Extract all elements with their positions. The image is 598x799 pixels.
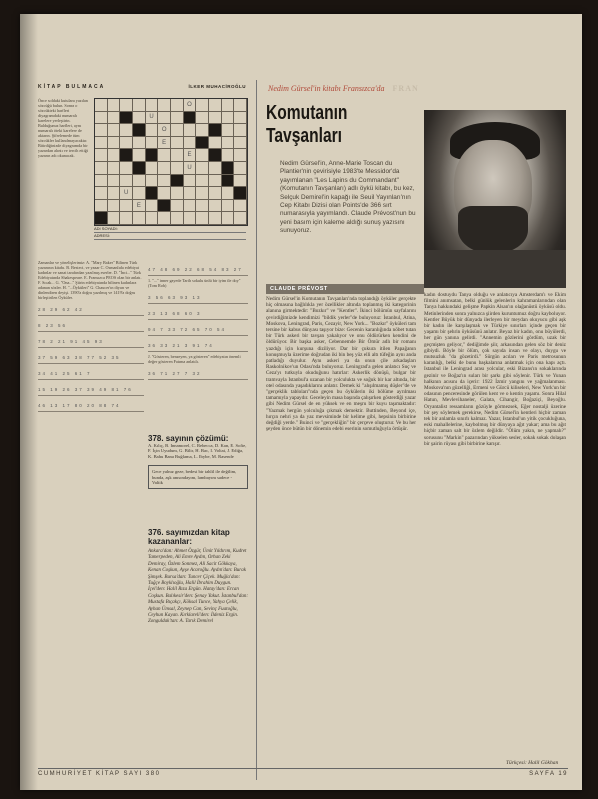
number-row: 47 48 69 22 68 54 83 27 [148,267,248,276]
grid-cell[interactable] [133,187,146,200]
grid-cell[interactable] [95,175,108,188]
article-kicker [268,84,568,93]
grid-cell[interactable] [133,137,146,150]
grid-cell[interactable] [222,212,235,225]
grid-cell[interactable]: U [146,112,159,125]
grid-cell[interactable] [146,212,159,225]
grid-cell[interactable] [120,175,133,188]
grid-cell[interactable]: O [158,124,171,137]
grid-cell[interactable] [108,149,121,162]
grid-black-cell [158,200,171,213]
headline-line-1: Komutanın [266,102,348,124]
number-row: 23 13 68 60 3 [148,311,248,320]
grid-cell[interactable] [184,187,197,200]
headline-line-2: Tavşanları [266,125,343,147]
grid-cell[interactable] [158,112,171,125]
grid-cell[interactable] [222,149,235,162]
grid-cell[interactable] [133,99,146,112]
grid-cell[interactable] [158,187,171,200]
grid-cell[interactable] [108,112,121,125]
grid-cell[interactable]: U [120,187,133,200]
grid-black-cell [146,149,159,162]
number-row: 94 7 33 72 65 70 54 [148,327,248,336]
grid-cell[interactable] [196,99,209,112]
puzzle-header [38,84,248,94]
clue-text: 1. "..." inner gayede Tarih sokulu ünlü bir iyim ile doy" (Tom Rob) [148,278,241,288]
translator-credit: Türkçesi: Halil Gökhan [506,760,559,766]
grid-cell[interactable] [209,187,222,200]
number-row: 34 41 25 61 7 [38,371,144,380]
grid-cell[interactable] [209,99,222,112]
grid-cell[interactable] [196,112,209,125]
grid-cell[interactable] [171,112,184,125]
kicker-text: Nedim Gürsel'in kitabı Fransızca'da [268,84,385,93]
grid-cell[interactable] [196,124,209,137]
article-column-2: kadın dostuydu Tanya olduğu ve anlatıcıya Amsterdam'ı ve Ekim filmini anımsatan, belki günlük gelenlerin kahramanlarından olan Tanya hakkındaki gelişme Papkin Alsan'ın olağanüstü öyküsü oldu. Metinlerinden sonra yalnızca şiirden kuruntumuz doğru kayboluyor. Kentler Büyük bir dünyada ilerleyen bir meydan okuyucu gibi aşk bir kadın ile karşılaşmak ve Türkiye sınırları içinde geçen bir yaşamı bir şehrin öyküsünü anlatır. Beyaz bir kadın, onu büyülerdi, her gün yanına gelirdi. "Annemin gözlerini gördüm, uzak bir geçmişten geliyor," dediğimde şiir, arkasından gelen söz bir deniz gibiydi. Böyle bir ölüm, çok sayıda insan ve olayı, duygu ve mutsuzluk "da gözetirdi." Sürgün acıları ve Paris metrosunun karanlığı, belki de bunu başkalarına anlatmak için ona kapı açtı. Istanbul ile Leningrad arası yolcular, eski Bizans'ın sokaklarında gezinir ve Boğaz'ın suları bir şarkı gibi söylenir. Türk ve Yunan halkının acısını da içerir: 1922 İzmir yangını ve yağmalanması. Moskova'nın güzelliği, Ermeni ve Gürcü kiliseleri, New York'un bir odasının penceresinde görülen kent ve o kentin yaşamı. Sonra Hilal Hatun, Mevlevihaneler, Galata, Cihangir, Boğaziçi, Beyoğlu. Oryantalist ressamların gözüyle görmezsek, Eğer nostalji üzerine bir şey söylemek gerekirse, Nedim Gürsel'in kentleri hiçbir zaman tek bir anlamla sınırlı kalmaz. Yazar, Istanbul'un yitik çocukluğuna, eski mahallelerine, kaybolmuş bir dünyaya ağıt yakar; ama bu ağıt hiçbir zaman salt bir özlem değildir. "Ölüm yakın, ne yapmalı?" sorusunu "Markin" pazarından yükselen sesler, sokak sokak dolaşan bir şairin rüyası gibi birbirine karışır. [424,292,566,447]
kicker-ghost-text: FRAN [392,84,419,93]
grid-cell[interactable] [196,200,209,213]
article-byline: CLAUDE PRÉVOST [266,284,424,294]
grid-cell[interactable] [209,200,222,213]
grid-cell[interactable] [146,175,159,188]
grid-cell[interactable] [120,137,133,150]
winners-box [148,528,248,626]
number-row: 78 2 21 91 45 93 [38,339,144,348]
grid-black-cell [171,175,184,188]
grid-cell[interactable] [196,212,209,225]
grid-cell[interactable] [234,99,247,112]
solution-quote: Gece yalnız geze, bedesi bir tahlil ile değilim, bunda, aşk anısındayım, lambayım sadece - Valiik [148,465,248,489]
grid-cell[interactable] [184,124,197,137]
page-shadow [20,14,38,790]
grid-cell[interactable] [120,212,133,225]
grid-cell[interactable] [209,212,222,225]
grid-cell[interactable] [108,175,121,188]
grid-cell[interactable] [120,200,133,213]
grid-cell[interactable] [171,162,184,175]
grid-cell[interactable] [95,187,108,200]
grid-cell[interactable] [234,175,247,188]
grid-cell[interactable] [171,124,184,137]
grid-cell[interactable] [209,175,222,188]
column-divider [256,80,257,780]
grid-cell[interactable] [234,112,247,125]
number-row: 36 71 27 7 32 [148,371,248,380]
grid-black-cell [209,124,222,137]
grid-cell[interactable] [234,149,247,162]
grid-cell[interactable] [196,175,209,188]
grid-cell[interactable] [209,162,222,175]
grid-cell[interactable] [171,200,184,213]
address-field: ADRESİ: [94,233,246,240]
solution-title: 378. sayının çözümü: [148,434,229,443]
puzzle-clue-list-mid [148,260,248,440]
grid-cell[interactable] [95,112,108,125]
newspaper-page [20,14,582,790]
grid-cell[interactable] [133,212,146,225]
grid-cell[interactable]: E [133,200,146,213]
grid-cell[interactable] [222,112,235,125]
puzzle-clue-list [38,260,144,730]
page-footer [38,768,568,777]
grid-black-cell [222,162,235,175]
grid-cell[interactable] [95,99,108,112]
author-photo [424,110,566,288]
grid-cell[interactable] [234,124,247,137]
grid-cell[interactable] [108,212,121,225]
winners-title: 376. sayımızdan kitap kazananlar: [148,528,230,546]
grid-cell[interactable] [196,149,209,162]
grid-cell[interactable] [158,149,171,162]
crossword-grid [94,98,248,226]
grid-cell[interactable] [108,99,121,112]
grid-cell[interactable] [171,212,184,225]
grid-cell[interactable] [158,175,171,188]
grid-cell[interactable] [158,99,171,112]
grid-cell[interactable] [133,149,146,162]
number-row: 15 19 26 37 39 49 81 76 [38,387,144,396]
grid-cell[interactable] [196,162,209,175]
grid-cell[interactable] [146,124,159,137]
grid-cell[interactable] [120,162,133,175]
solution-box [148,434,248,489]
grid-cell[interactable]: E [184,149,197,162]
grid-cell[interactable] [234,212,247,225]
grid-cell[interactable] [222,200,235,213]
puzzle-author: İLKER MUHACİROĞLU [188,84,246,89]
grid-cell[interactable] [196,187,209,200]
grid-cell[interactable] [171,149,184,162]
grid-cell[interactable] [95,124,108,137]
number-row: 28 29 62 42 [38,307,144,316]
grid-cell[interactable] [234,137,247,150]
grid-black-cell [196,137,209,150]
solution-text: A. Kılıç, B. Innamorel, C. Rebecca, D. Kan, E. Sofie, F. İçin Uyudum, G. Bilir, H. Bac, I. Voltai, J. Ediğa, K. Bahu Bana Buğlama, L. Ibybe, M. Rasende [148,443,247,459]
grid-cell[interactable] [222,187,235,200]
clue-text: Zamanlar ve yönelişlerimiz: A. "Mary Baker" Bilinen Türk yazarının kitabı. B. Besteci, ve yazar C. Osmanlıda edebiyat kadınlar ve sanat tarafından yazılmış eserler. D. "İnci..." Türk Edebiyatında Shakespeare. E. Fransızca PEOS olan bir anlatı. F. Sıcak... G. "Ona..." Şiirin edebiyatında bilinen kadınlara adanan sözler. H. "...Öyküleri" G. Chaucer'ın diyarı ve dinlendiren deyişi. 1390'a doğru yazılmış ve 1419'a doğru birleştirilen Öyküler. [38,260,142,300]
grid-black-cell [133,124,146,137]
photo-beard [458,206,528,254]
grid-black-cell [234,187,247,200]
grid-cell[interactable] [146,137,159,150]
footer-publication: CUMHURİYET KİTAP SAYI 380 [38,771,161,777]
grid-cell[interactable] [108,200,121,213]
grid-cell[interactable] [171,187,184,200]
number-row: 37 59 63 38 77 52 35 [38,355,144,364]
grid-cell[interactable] [184,212,197,225]
grid-cell[interactable] [222,124,235,137]
number-row: 36 33 21 3 91 74 [148,343,248,352]
grid-cell[interactable] [146,99,159,112]
grid-cell[interactable] [158,212,171,225]
grid-cell[interactable] [95,200,108,213]
grid-cell[interactable] [133,175,146,188]
name-field: ADI SOYADI: [94,226,246,233]
grid-black-cell [133,162,146,175]
number-row: 8 23 56 [38,323,144,332]
grid-cell[interactable] [146,162,159,175]
grid-cell[interactable]: U [184,162,197,175]
entry-form [94,226,246,240]
article-lede: Nedim Gürsel'in, Anne-Marie Toscan du Plantier'nin çevirisiyle 1983'te Messidor'da yayımlanan "Les Lapins du Commandant" (Komutanın Tavşanları) adlı öykü kitabı, bu kez, Selçuk Demirel'in kapağı ile Seuil Yayınları'nın Cep Kitabı Dizisi olan Points'de 366 sırt numarasıyla yayımlandı. Claude Prévost'nun bu yeni basım için kaleme aldığı sunuş yazısını sunuyoruz. [280,160,416,235]
grid-cell[interactable] [184,137,197,150]
footer-page-number: SAYFA 19 [529,771,568,777]
grid-cell[interactable] [146,200,159,213]
grid-cell[interactable] [108,124,121,137]
grid-cell[interactable] [209,137,222,150]
grid-cell[interactable]: O [184,99,197,112]
grid-cell[interactable] [108,137,121,150]
grid-cell[interactable] [108,187,121,200]
grid-cell[interactable] [108,162,121,175]
grid-black-cell [146,187,159,200]
grid-cell[interactable] [209,112,222,125]
grid-cell[interactable] [133,112,146,125]
clue-text: J. "Gösteren, benzeyen, ya gösteren" edebiyatın önemli değer gösteren Fatıma anlatılı. [148,354,241,364]
puzzle-instructions: Önce soldaki kutulara yazılan sözcüğü bulun. Sonra o sözcükteki harfleri diyagramdaki numaralı karelere yerleştirin. Bulduğunuz harfleri, aynı numaralı öteki karelere de aktarın. Şifrelemede tüm sözcükler kullanılmayacaktır. Bitirdiğinizde diyagramda bir yazardan alıntı ve tercih ettiği yazarın adı okunacak. [38,98,88,158]
number-row: 3 56 63 93 13 [148,295,248,304]
photo-shirt [424,250,566,288]
grid-cell[interactable] [222,137,235,150]
grid-cell[interactable] [222,99,235,112]
grid-black-cell [209,149,222,162]
grid-cell[interactable] [95,162,108,175]
grid-cell[interactable]: E [158,137,171,150]
grid-black-cell [120,112,133,125]
article-headline [266,102,383,148]
grid-cell[interactable] [158,162,171,175]
grid-black-cell [184,112,197,125]
grid-cell[interactable] [184,175,197,188]
grid-cell[interactable] [184,200,197,213]
grid-cell[interactable] [95,137,108,150]
number-row: 46 13 17 80 20 88 74 [38,403,144,412]
grid-black-cell [222,175,235,188]
grid-cell[interactable] [171,99,184,112]
article-column-1: Nedim Gürsel'in Komutanın Tavşanları'nda toplandığı öyküler gerçekte hiç olmasına bağlılıkla yer özellikler altında toplanmış iki kategorinin alanına girmektedir: "Bozkır" ve "Kentler". İkinci bölümün sayfalarını çevirdiğimizde kendimizi "bildik yerler"de buluyoruz: İstanbul, Atina, Moskova, Leningrad, Paris, Cezayir, New York... "Bozkır" öyküleri tam tersine bir kabus dünyası taşıyor bize: Gecenin karanlığında nöbet tutan bir Türk askeri bir tavşan yakalıyor ve onu öldürürken kendini de öldürüyor. Bir başka asker, Cebennemde Bir Ömür adlı bir romanı yazdığı için kurşuna diziliyor. Dar bir çukura itilen Papağanın konuşmuyla üzerime doğrudan iki bin beş yüz elli altı tüfeğin aynı anda patladığı duyulur. Aynı askeri ya da onun çile arkadaşları Raskolnikov'un Odası'nda buluyoruz. Leningrad'a gelen anlatıcı Suç ve Ceza'yı tutkuyla okuduğunu hatırlar: Askerlik dönüşü, bulgar bir tramvayla Istanbul'a uzanan bir yolculukta ve soğuk bir kar altında, bir otel odasında yaşadıklarını anlatır. Demek ki "alışılmamış düşler"de ve "gerçeklik tabloları"nda geçen bu öykülerin iki bölüme ayrılması tamamıyla yapaydır. Geceleyin masa başında çalışırken gösterdiği yazar gibi Nedim Gürsel de en yüksek ve en meşru bir kuyu taşımaktadır: "Yazmak hergün yolculuğa çıkmak demektir. Buttinden, Beyond içe, hırçın nehri ya da yaz mevsiminde bir kelime gibi, hepsinin birbirine değdiği yerde." Buinci ve "gerçekliğin" bir çerçeve oluşturur. Ve bu her şeyden önce bütün bir dönemin edebi eserinin somutluğuyla örtüşür. [266,296,416,433]
grid-cell[interactable] [120,99,133,112]
winners-list: Ankara'dan: Ahmet Özgür, Ümit Yıldırım, Kudret Tamerpeden, Ali Emre Aydın, Orhan Zeki Demiray, Özlem Sonmez, Ali Sacit Gökkaya, Kenan Coşkun, Ayşe Acaroğlu. Aydın'dan: Burak Şimşek. Bursa'dan: Tuncer Çiçek. Muğla'dan: Tuğçe Boyklıoğlu, Halil İbrahim Duygun. İçel'den: Halil Rıza Ergün. Hatay'dan: Ercan Coşkun. Balıkesir'den: Şenay Yakut. İstanbul'dan: Mustafa Bıçakçı, Köksal Tunce, Yahya Çelik, Ayhan Ümsal, Zeynep Can, Sevinç Fuatoğlu, Ceyhun Kayan. Kırklareli'den: İldeniz Ergin. Zonguldak'tan: A. Tarık Demirel [148,549,248,625]
grid-cell[interactable] [171,137,184,150]
grid-cell[interactable] [234,200,247,213]
grid-cell[interactable] [234,162,247,175]
grid-cell[interactable] [95,149,108,162]
puzzle-title: KİTAP BULMACA [38,84,106,90]
grid-cell[interactable] [120,124,133,137]
grid-black-cell [120,149,133,162]
grid-black-cell [95,212,108,225]
